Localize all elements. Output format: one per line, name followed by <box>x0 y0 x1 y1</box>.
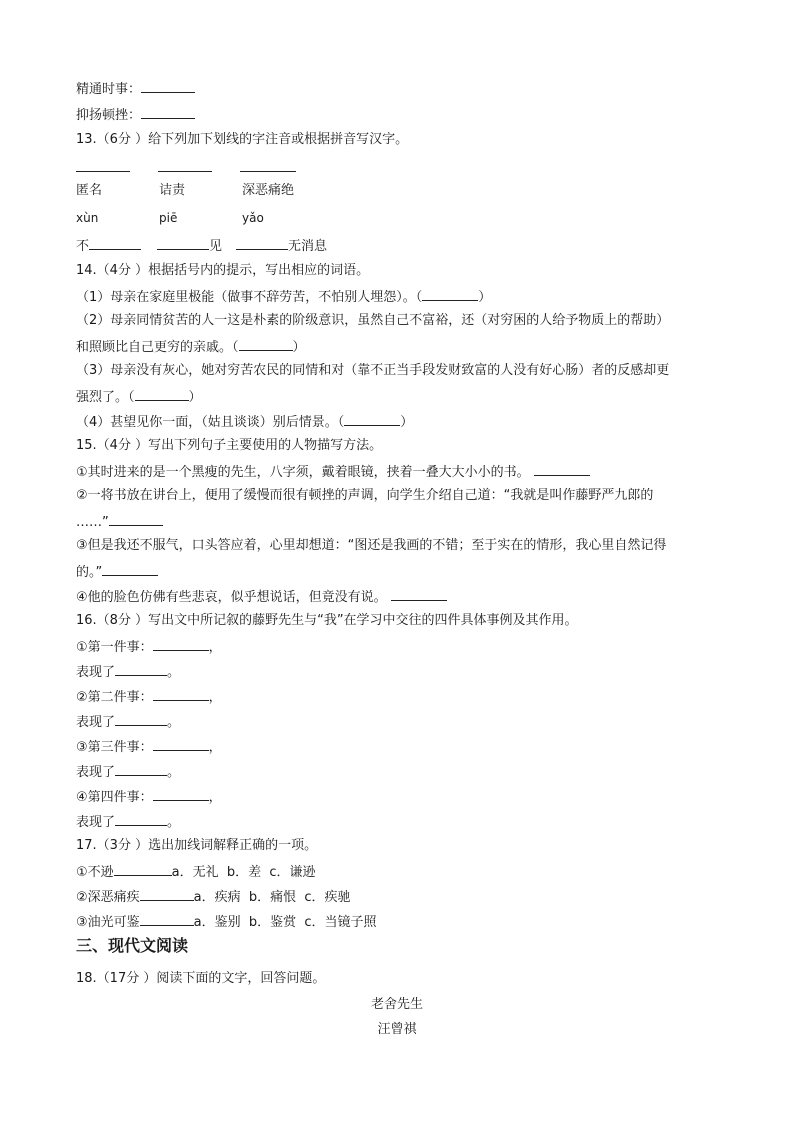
q16-shows-2: 表现了 。 <box>76 712 180 732</box>
q16-event-1: ①第一件事： ， <box>76 637 222 657</box>
answer-blank[interactable] <box>102 562 158 576</box>
q13-pinyin: xùn piē yǎo <box>76 211 264 225</box>
q16-shows-3: 表现了 。 <box>76 762 180 782</box>
q18-stem: 18.（17分 ）阅读下面的文字，回答问题。 <box>76 971 326 986</box>
q16-shows-4: 表现了 。 <box>76 812 180 832</box>
answer-blank[interactable] <box>135 387 189 401</box>
answer-blank[interactable] <box>76 158 130 172</box>
q14-s3a: （3）母亲没有灰心，她对穷苦农民的同情和对（靠不正当手段发财致富的人没有好心肠）者的反感却更 <box>76 363 670 378</box>
q15-s2a: ②一将书放在讲台上，便用了缓慢而很有顿挫的声调，向学生介绍自己道：“我就是叫作藤野严九郎的 <box>76 488 654 503</box>
answer-blank[interactable] <box>157 236 209 250</box>
answer-blank[interactable] <box>391 587 447 601</box>
answer-blank[interactable] <box>114 862 172 876</box>
answer-blank[interactable] <box>140 912 194 926</box>
answer-blank[interactable] <box>153 737 209 751</box>
q15-stem: 15.（4分 ）写出下列句子主要使用的人物描写方法。 <box>76 438 383 453</box>
q17-item-1: ①不逊 a．无礼 b．差 c．谦逊 <box>76 862 316 882</box>
q15-s4: ④他的脸色仿佛有些悲哀，似乎想说话，但竟没有说。 <box>76 587 447 607</box>
answer-blank[interactable] <box>153 687 209 701</box>
q16-event-2: ②第二件事： ， <box>76 687 222 707</box>
q17-item-2: ②深恶痛疾 a．疾病 b．痛恨 c．疾驰 <box>76 887 351 907</box>
q14-s2a: （2）母亲同情贫苦的人一这是朴素的阶级意识，虽然自己不富裕，还（对穷困的人给予物质上的帮助） <box>76 313 670 328</box>
word-nimings: 匿名 <box>76 183 103 198</box>
answer-blank[interactable] <box>240 158 296 172</box>
q16-shows-1: 表现了 。 <box>76 662 180 682</box>
q14-s1: （1）母亲在家庭里极能（做事不辞劳苦，不怕别人埋怨）。（ ） <box>76 287 491 307</box>
q14-s4: （4）甚望见你一面，（姑且谈谈）别后情景。（ ） <box>76 412 413 432</box>
answer-blank[interactable] <box>141 79 195 93</box>
section-heading: 三、现代文阅读 <box>76 936 189 955</box>
q15-s3b: 的。” <box>76 562 158 582</box>
answer-blank[interactable] <box>534 462 590 476</box>
word-jieze: 诘责 <box>159 183 186 198</box>
answer-blank[interactable] <box>422 287 478 301</box>
q12-item3: 精通时事： <box>76 79 195 99</box>
answer-blank[interactable] <box>239 337 293 351</box>
q13-hanzi-row: 不 见 无消息 <box>76 236 327 256</box>
q16-stem: 16.（8分 ）写出文中所记叙的藤野先生与“我”在学习中交往的四件具体事例及其作用。 <box>76 613 578 628</box>
word-shenwutongjue: 深恶痛绝 <box>242 183 295 198</box>
q16-event-3: ③第三件事： ， <box>76 737 222 757</box>
q15-s1: ①其时进来的是一个黑瘦的先生，八字须，戴着眼镜，挟着一叠大大小小的书。 <box>76 462 590 482</box>
q13-pinyin-blanks <box>76 158 296 178</box>
q17-stem: 17.（3分 ）选出加线词解释正确的一项。 <box>76 838 318 853</box>
passage-title: 老舍先生 <box>370 997 423 1012</box>
q12-item4: 抑扬顿挫： <box>76 105 195 125</box>
answer-blank[interactable] <box>115 812 167 826</box>
passage-author: 汪曾祺 <box>377 1022 417 1037</box>
answer-blank[interactable] <box>109 512 163 526</box>
answer-blank[interactable] <box>115 712 167 726</box>
q17-item-3: ③油光可鉴 a．鉴别 b．鉴赏 c．当镜子照 <box>76 912 377 932</box>
q13-stem: 13.（6分 ）给下列加下划线的字注音或根据拼音写汉字。 <box>76 132 409 147</box>
q15-s3a: ③但是我还不服气，口头答应着，心里却想道：“图还是我画的不错；至于实在的情形，我心里自然记得 <box>76 538 667 553</box>
q14-s3b: 强烈了。（ ） <box>76 387 202 407</box>
answer-blank[interactable] <box>89 236 141 250</box>
q14-s2b: 和照顾比自己更穷的亲戚。（ ） <box>76 337 306 357</box>
answer-blank[interactable] <box>153 637 209 651</box>
answer-blank[interactable] <box>236 236 288 250</box>
answer-blank[interactable] <box>153 787 209 801</box>
answer-blank[interactable] <box>158 158 212 172</box>
q13-words <box>76 182 294 200</box>
q16-event-4: ④第四件事： ， <box>76 787 222 807</box>
answer-blank[interactable] <box>141 105 195 119</box>
answer-blank[interactable] <box>115 662 167 676</box>
q14-stem: 14.（4分 ）根据括号内的提示，写出相应的词语。 <box>76 263 370 278</box>
answer-blank[interactable] <box>115 762 167 776</box>
answer-blank[interactable] <box>344 412 400 426</box>
answer-blank[interactable] <box>140 887 194 901</box>
q15-s2b: ……” <box>76 512 163 532</box>
